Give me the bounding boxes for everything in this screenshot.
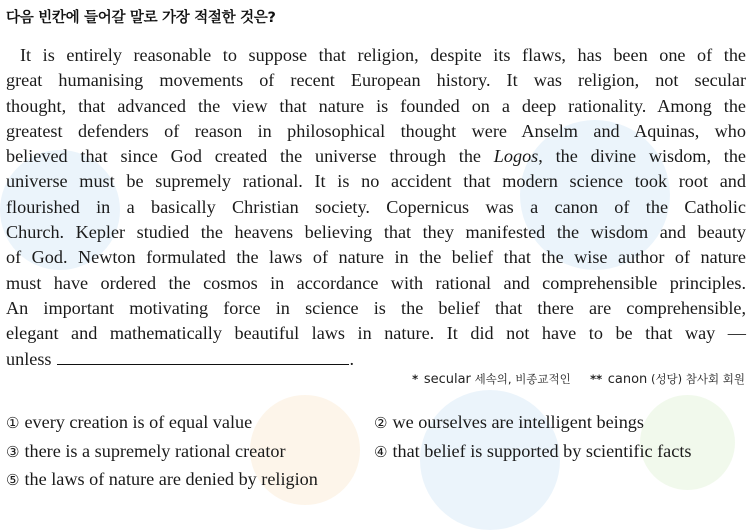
gloss-mark: * bbox=[412, 372, 419, 386]
option-4[interactable] bbox=[374, 438, 742, 467]
option-number: ④ bbox=[374, 442, 388, 461]
passage-line: thought, that advanced the view that nature is founded on a deep rationality. Among the bbox=[6, 95, 746, 116]
passage-line: elegant and mathematically beautiful laws in nature. It did not have to be that way — bbox=[6, 323, 746, 344]
passage-line: great humanising movements of recent European history. It was religion, not secular bbox=[6, 70, 746, 91]
gloss-meaning: 세속의, 비종교적인 bbox=[474, 372, 571, 386]
option-5[interactable] bbox=[6, 466, 374, 495]
option-text: there is a supremely rational creator bbox=[24, 440, 286, 461]
option-number: ⑤ bbox=[6, 471, 20, 489]
option-3[interactable] bbox=[6, 438, 374, 467]
gloss-mark: ** bbox=[590, 372, 603, 386]
question-prompt: 다음 빈칸에 들어갈 말로 가장 적절한 것은? bbox=[6, 10, 276, 26]
final-period: . bbox=[349, 348, 355, 369]
option-number: ③ bbox=[6, 442, 20, 461]
option-text: we ourselves are intelligent beings bbox=[392, 412, 644, 432]
passage-line bbox=[6, 144, 746, 169]
passage-line: It is entirely reasonable to suppose that religion, despite its flaws, has been one of the bbox=[20, 45, 746, 65]
passage-line: greatest defenders of reason in philosophical thought were Anselm and Aquinas, who bbox=[6, 120, 746, 141]
passage-line: universe must be supremely rational. It is no accident that modern science took root and bbox=[6, 171, 746, 192]
option-text: the laws of nature are denied by religion bbox=[24, 469, 318, 489]
option-number: ① bbox=[6, 414, 20, 432]
answer-blank bbox=[57, 348, 349, 365]
passage-final-line bbox=[6, 347, 746, 372]
gloss-meaning: (성당) 참사회 회원 bbox=[650, 372, 745, 386]
gloss-term: secular bbox=[423, 372, 471, 387]
passage bbox=[6, 43, 746, 372]
logos-word: Logos bbox=[493, 146, 539, 167]
passage-line: Church. Kepler studied the heavens believing that they manifested the wisdom and beauty bbox=[6, 222, 746, 243]
option-2[interactable] bbox=[374, 409, 742, 438]
option-number: ② bbox=[374, 414, 388, 432]
glossary bbox=[412, 371, 745, 387]
option-1[interactable] bbox=[6, 409, 374, 438]
passage-line: flourished in a basically Christian society. Copernicus was a canon of the Catholic bbox=[6, 196, 746, 217]
logos-after: , the divine wisdom, the bbox=[538, 146, 747, 167]
gloss-term: canon bbox=[607, 372, 648, 387]
option-text: every creation is of equal value bbox=[24, 412, 253, 432]
answer-options bbox=[6, 409, 751, 495]
logos-before: believed that since God created the universe through the bbox=[6, 146, 494, 167]
final-word: unless bbox=[6, 348, 52, 369]
option-text: that belief is supported by scientific facts bbox=[392, 440, 692, 461]
passage-line: An important motivating force in science is the belief that there are comprehensible, bbox=[6, 297, 746, 318]
passage-line: must have ordered the cosmos in accordance with rational and comprehensible principles. bbox=[6, 272, 746, 293]
passage-line: of God. Newton formulated the laws of nature in the belief that the wise author of nature bbox=[6, 247, 746, 268]
